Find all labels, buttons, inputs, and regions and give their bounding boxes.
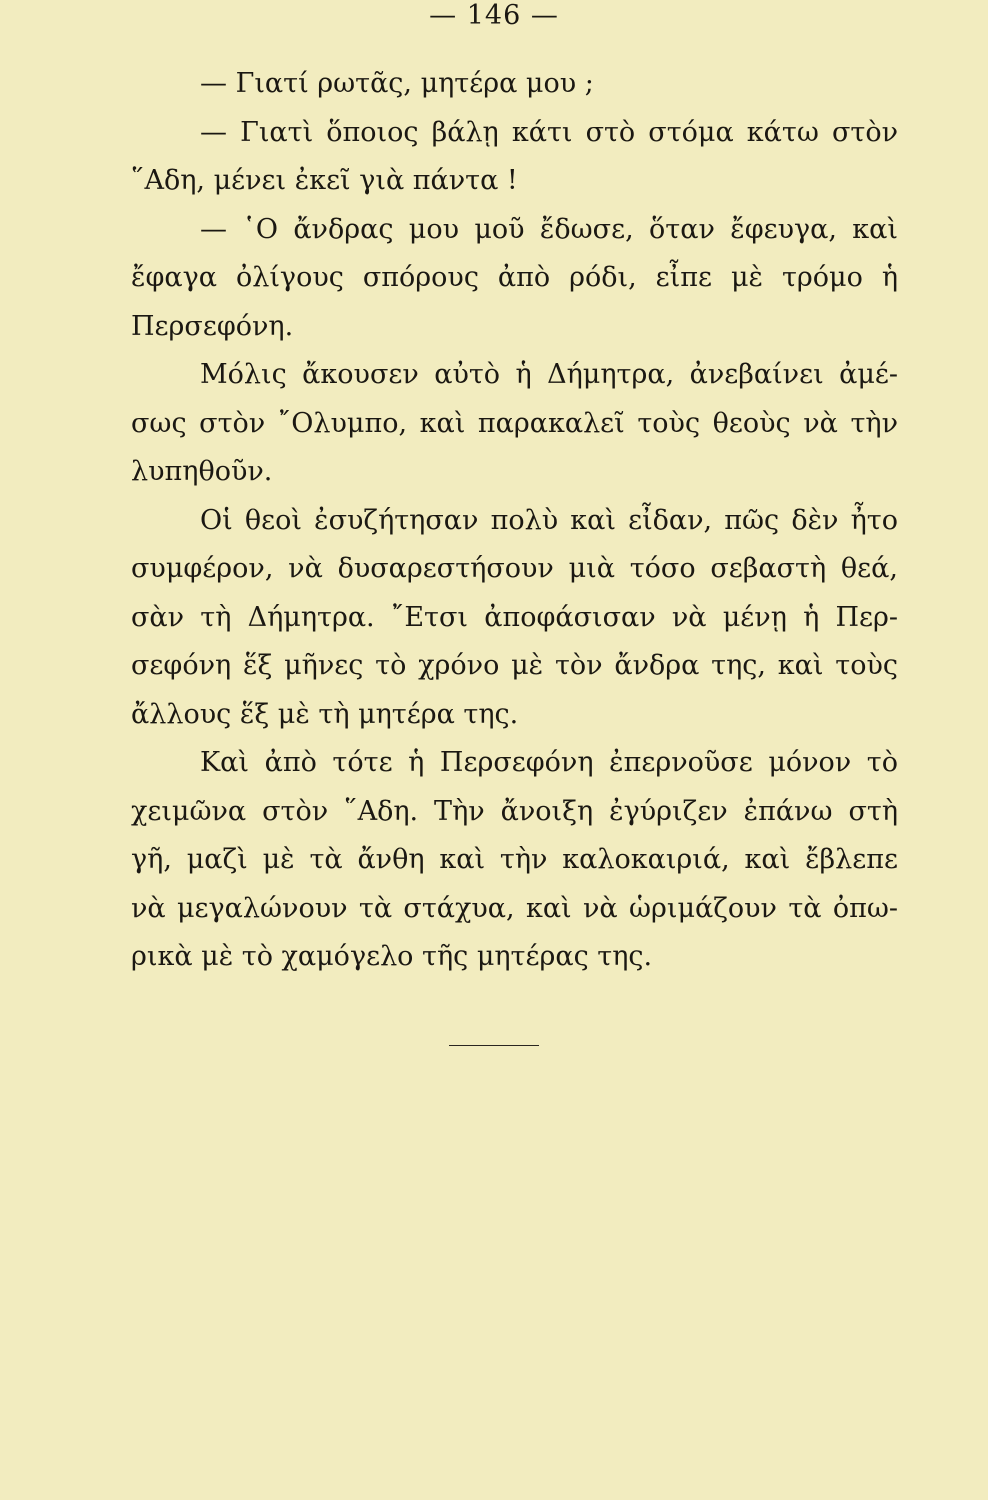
text-line: ἔφαγα ὀλίγους σπόρους ἀπὸ ρόδι, εἶπε μὲ τρόμο ἡ	[131, 262, 898, 293]
text-line: Μόλις ἄκουσεν αὐτὸ ἡ Δήμητρα, ἀνεβαίνει ἀμέ-	[200, 359, 898, 390]
text-line: συμφέρον, νὰ δυσαρεστήσουν μιὰ τόσο σεβαστὴ θεά,	[131, 553, 898, 584]
text-line: — Γιατὶ ὅποιος βάλῃ κάτι στὸ στόμα κάτω στὸν	[200, 116, 898, 148]
text-line: ρικὰ μὲ τὸ χαμόγελο τῆς μητέρας της.	[131, 941, 653, 972]
text-line: σεφόνη ἕξ μῆνες τὸ χρόνο μὲ τὸν ἄνδρα της, καὶ τοὺς	[131, 650, 898, 681]
text-line: — Γιατί ρωτᾶς, μητέρα μου ;	[200, 68, 594, 99]
text-line: σως στὸν ῎Ολυμπο, καὶ παρακαλεῖ τοὺς θεοὺς νὰ τὴν	[131, 407, 898, 439]
text-line: λυπηθοῦν.	[131, 456, 273, 487]
text-line: — ῾Ο ἄνδρας μου μοῦ ἔδωσε, ὅταν ἔφευγα, καὶ	[200, 213, 898, 245]
text-line: ἄλλους ἕξ μὲ τὴ μητέρα της.	[131, 698, 519, 730]
text-line: νὰ μεγαλώνουν τὰ στάχυα, καὶ νὰ ὡριμάζουν τὰ ὀπω-	[131, 892, 898, 924]
page-number: — 146 —	[429, 0, 559, 31]
text-line: Περσεφόνη.	[131, 310, 294, 342]
text-line: χειμῶνα στὸν ῞Αδη. Τὴν ἄνοιξη ἐγύριζεν ἐπάνω στὴ	[131, 795, 898, 827]
text-line: Οἱ θεοὶ ἐσυζήτησαν πολὺ καὶ εἶδαν, πῶς δὲν ἦτο	[200, 504, 898, 536]
section-divider	[449, 1045, 539, 1046]
text-line: Καὶ ἀπὸ τότε ἡ Περσεφόνη ἐπερνοῦσε μόνον τὸ	[200, 747, 898, 778]
body-text	[131, 60, 898, 982]
text-line: σὰν τὴ Δήμητρα. ῎Ετσι ἀποφάσισαν νὰ μένῃ ἡ Περ-	[131, 601, 898, 633]
text-line: γῆ, μαζὶ μὲ τὰ ἄνθη καὶ τὴν καλοκαιριά, καὶ ἔβλεπε	[131, 844, 898, 875]
text-line: ῞Αδη, μένει ἐκεῖ γιὰ πάντα !	[131, 165, 518, 196]
